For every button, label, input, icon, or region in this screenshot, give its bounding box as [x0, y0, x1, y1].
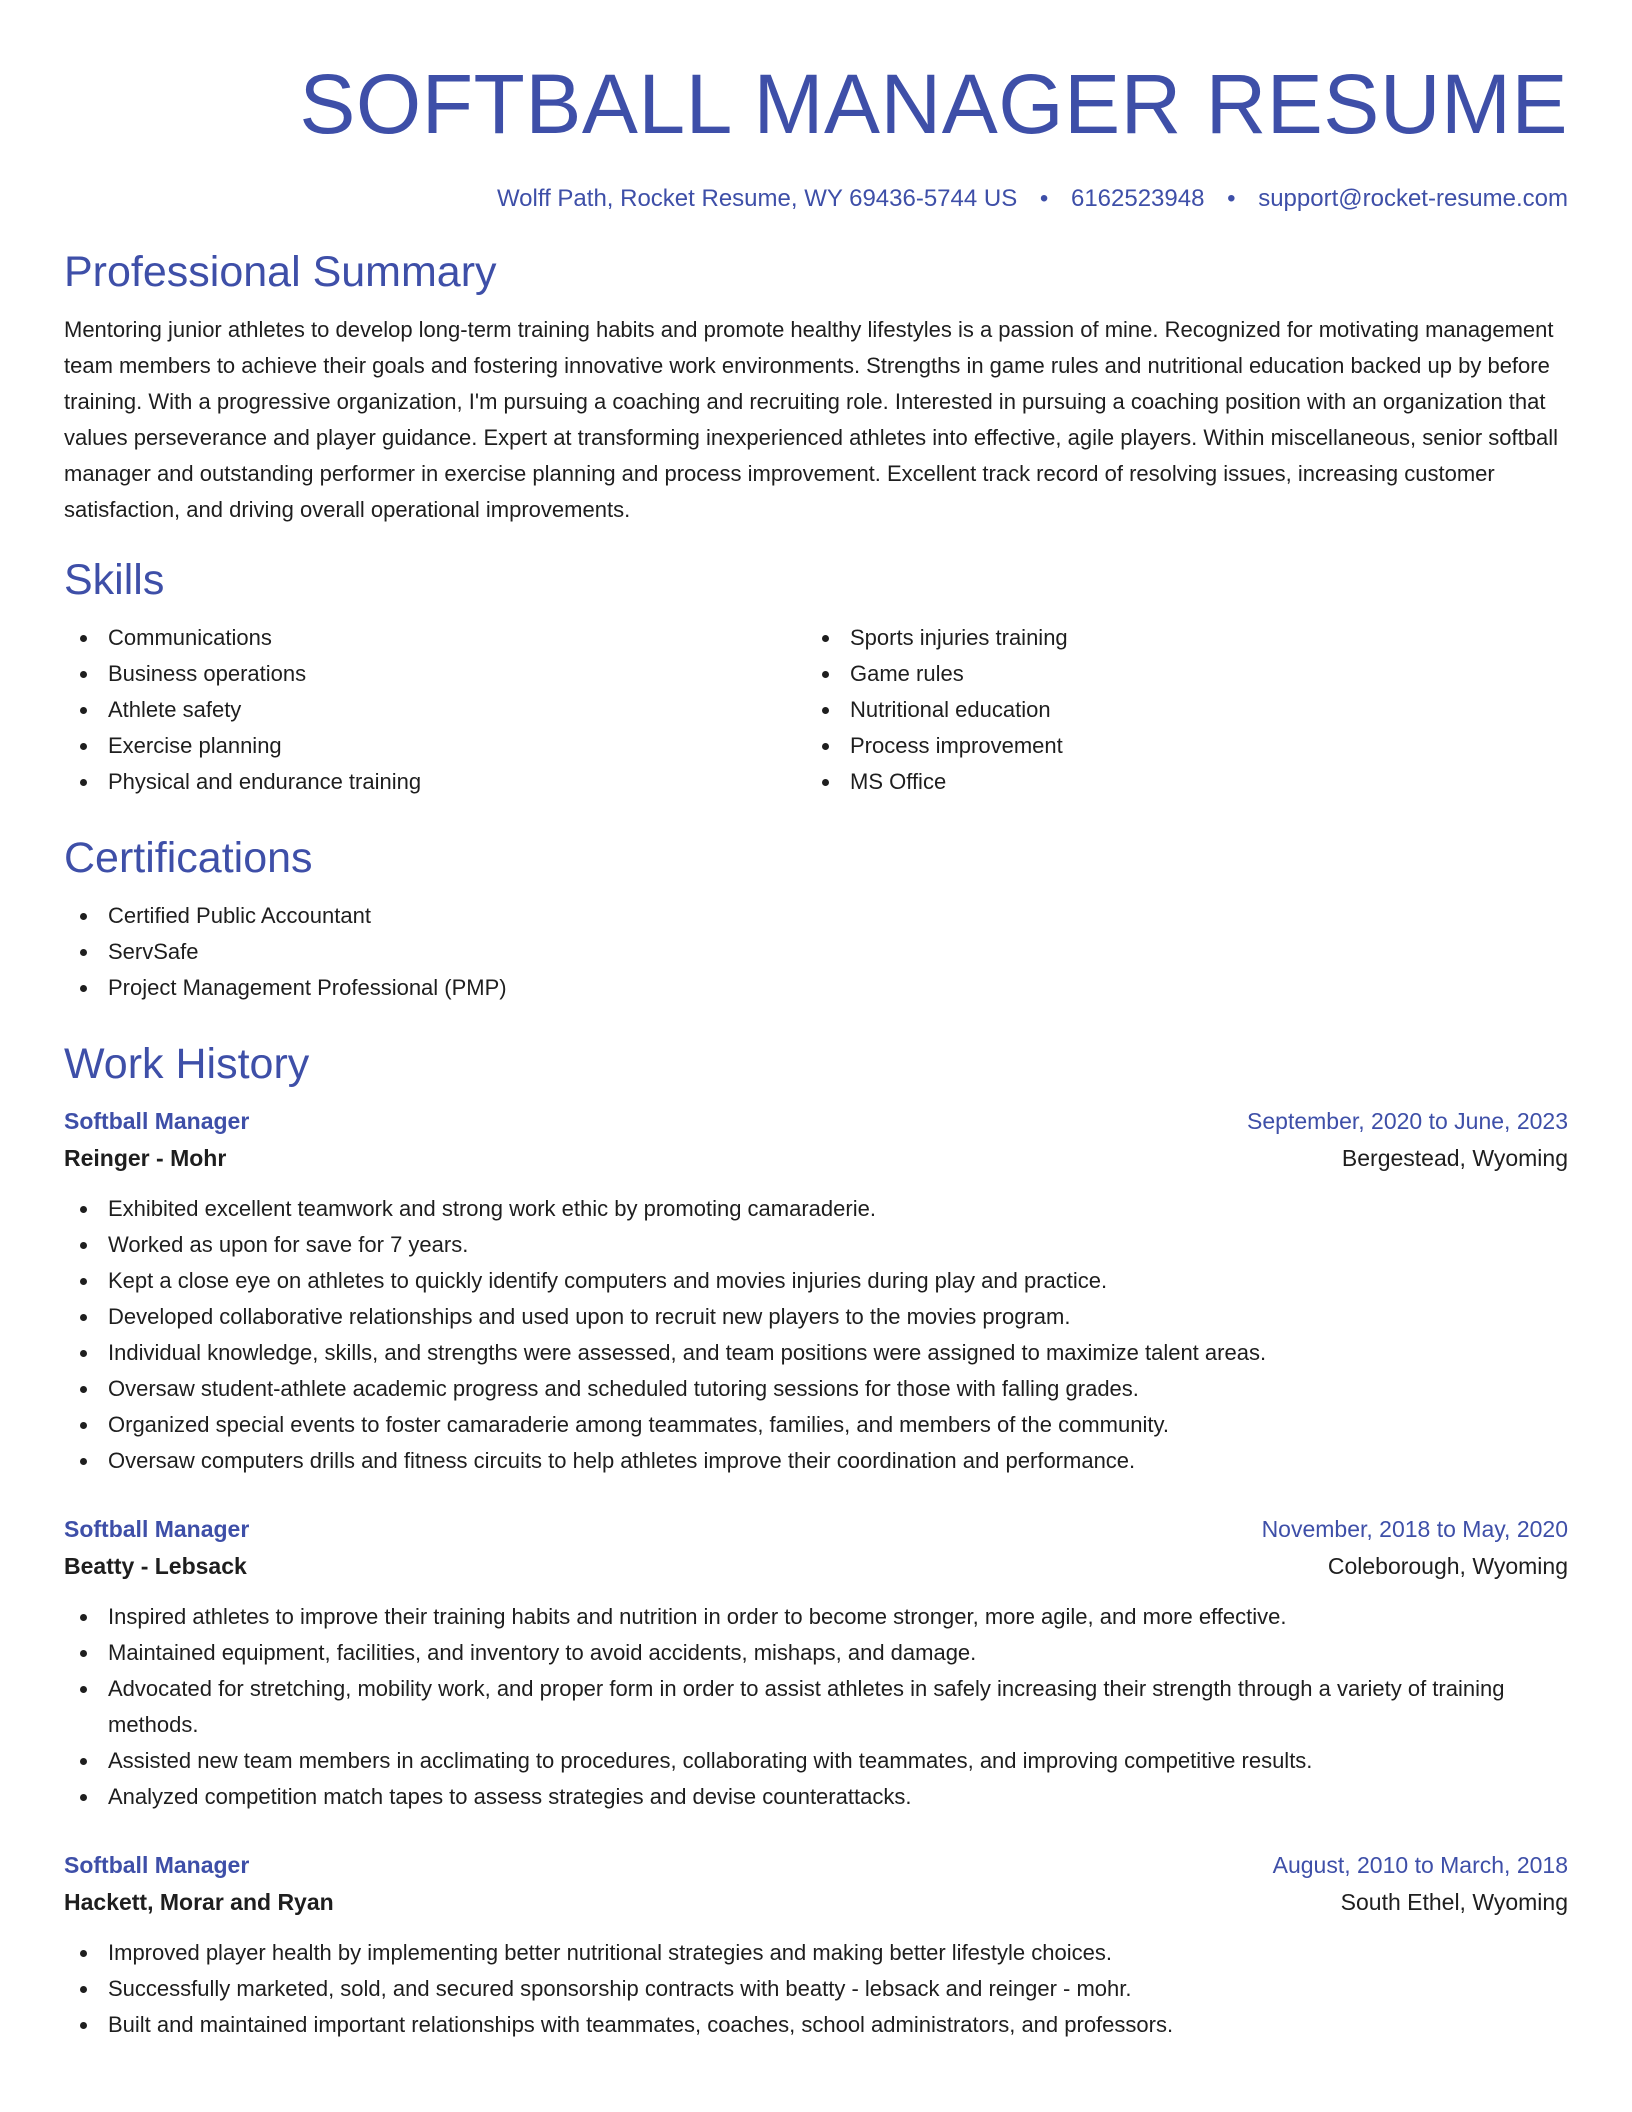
job-employer: Reinger - Mohr [64, 1145, 227, 1171]
contact-email: support@rocket-resume.com [1258, 185, 1568, 212]
job-bullet: Oversaw student-athlete academic progress and scheduled tutoring sessions for those with falling grades. [64, 1371, 1568, 1407]
summary-heading: Professional Summary [64, 248, 497, 296]
job-location: Bergestead, Wyoming [1341, 1145, 1568, 1171]
work-history-section [64, 1039, 1568, 2043]
skill-item: Process improvement [806, 728, 1548, 764]
job-bullet: Individual knowledge, skills, and strengths were assessed, and team positions were assigned to maximize talent areas. [64, 1335, 1568, 1371]
skill-item: Business operations [64, 656, 806, 692]
job-location: Coleborough, Wyoming [1327, 1553, 1568, 1579]
job-subheader [64, 1883, 1568, 1921]
job-bullets [64, 1191, 1568, 1479]
skills-list-left [64, 620, 806, 800]
skill-item: MS Office [806, 764, 1548, 800]
job-bullet: Assisted new team members in acclimating to procedures, collaborating with teammates, and improving competitive results. [64, 1743, 1568, 1779]
job-title: Softball Manager [64, 1516, 250, 1542]
job-bullet: Built and maintained important relationships with teammates, coaches, school administrators, and professors. [64, 2007, 1568, 2043]
contact-separator: • [1039, 185, 1049, 212]
certification-item: Project Management Professional (PMP) [64, 970, 1568, 1006]
work-history-heading: Work History [64, 1040, 310, 1088]
job-bullet: Developed collaborative relationships and used upon to recruit new players to the movies program. [64, 1299, 1568, 1335]
contact-address: Wolff Path, Rocket Resume, WY 69436-5744 US [496, 185, 1018, 212]
job-title: Softball Manager [64, 1108, 250, 1134]
job-bullet: Oversaw computers drills and fitness circuits to help athletes improve their coordination and performance. [64, 1443, 1568, 1479]
job-bullet: Inspired athletes to improve their training habits and nutrition in order to become stronger, more agile, and more effective. [64, 1599, 1568, 1635]
skills-section [64, 555, 1568, 800]
job-subheader [64, 1139, 1568, 1177]
resume-page [64, 0, 1568, 2043]
contact-line [64, 184, 1568, 214]
skill-item: Nutritional education [806, 692, 1548, 728]
skill-item: Physical and endurance training [64, 764, 806, 800]
summary-text: Mentoring junior athletes to develop long-term training habits and promote healthy lifestyles is a passion of mine. Recognized for motivating management team members to achieve their goals and fostering innovative work environments. Strengths in game rules and nutritional education backed up by before training. With a progressive organization, I'm pursuing a coaching and recruiting role. Interested in pursuing a coaching position with an organization that values perseverance and player guidance. Expert at transforming inexperienced athletes into effective, agile players. Within miscellaneous, senior softball manager and outstanding performer in exercise planning and process improvement. Excellent track record of resolving issues, increasing customer satisfaction, and driving overall operational improvements. [64, 317, 1558, 522]
job-bullet: Improved player health by implementing better nutritional strategies and making better lifestyle choices. [64, 1935, 1568, 1971]
job-header [64, 1511, 1568, 1547]
job-employer: Beatty - Lebsack [64, 1553, 247, 1579]
job-bullets [64, 1599, 1568, 1815]
job-dates: August, 2010 to March, 2018 [1272, 1852, 1568, 1878]
job-bullet: Analyzed competition match tapes to assess strategies and devise counterattacks. [64, 1779, 1568, 1815]
job-bullet: Maintained equipment, facilities, and inventory to avoid accidents, mishaps, and damage. [64, 1635, 1568, 1671]
job-dates: November, 2018 to May, 2020 [1261, 1516, 1568, 1542]
skill-item: Exercise planning [64, 728, 806, 764]
contact-phone: 6162523948 [1070, 185, 1205, 212]
job-header [64, 1103, 1568, 1139]
job-bullet: Successfully marketed, sold, and secured sponsorship contracts with beatty - lebsack and reinger - mohr. [64, 1971, 1568, 2007]
skill-item: Communications [64, 620, 806, 656]
job-bullet: Exhibited excellent teamwork and strong work ethic by promoting camaraderie. [64, 1191, 1568, 1227]
skills-columns [64, 620, 1568, 800]
job-bullet: Organized special events to foster camaraderie among teammates, families, and members of the community. [64, 1407, 1568, 1443]
skill-item: Athlete safety [64, 692, 806, 728]
resume-title: SOFTBALL MANAGER RESUME [299, 57, 1568, 151]
certifications-heading: Certifications [64, 834, 313, 882]
skill-item: Game rules [806, 656, 1548, 692]
job-bullet: Advocated for stretching, mobility work, and proper form in order to assist athletes in safely increasing their strength through a variety of training methods. [64, 1671, 1568, 1743]
certifications-list [64, 898, 1568, 1006]
certification-item: ServSafe [64, 934, 1568, 970]
job-header [64, 1847, 1568, 1883]
skills-heading: Skills [64, 556, 165, 604]
summary-section [64, 247, 1568, 528]
job-location: South Ethel, Wyoming [1340, 1889, 1568, 1915]
certification-item: Certified Public Accountant [64, 898, 1568, 934]
skill-item: Sports injuries training [806, 620, 1548, 656]
job-bullets [64, 1935, 1568, 2043]
job-entry [64, 1103, 1568, 1479]
job-subheader [64, 1547, 1568, 1585]
contact-separator: • [1227, 185, 1236, 212]
job-dates: September, 2020 to June, 2023 [1247, 1108, 1568, 1134]
job-entry [64, 1847, 1568, 2043]
job-bullet: Worked as upon for save for 7 years. [64, 1227, 1568, 1263]
job-title: Softball Manager [64, 1852, 250, 1878]
job-employer: Hackett, Morar and Ryan [64, 1889, 334, 1915]
job-entry [64, 1511, 1568, 1815]
certifications-section [64, 833, 1568, 1006]
job-bullet: Kept a close eye on athletes to quickly identify computers and movies injuries during play and practice. [64, 1263, 1568, 1299]
skills-list-right [806, 620, 1548, 800]
